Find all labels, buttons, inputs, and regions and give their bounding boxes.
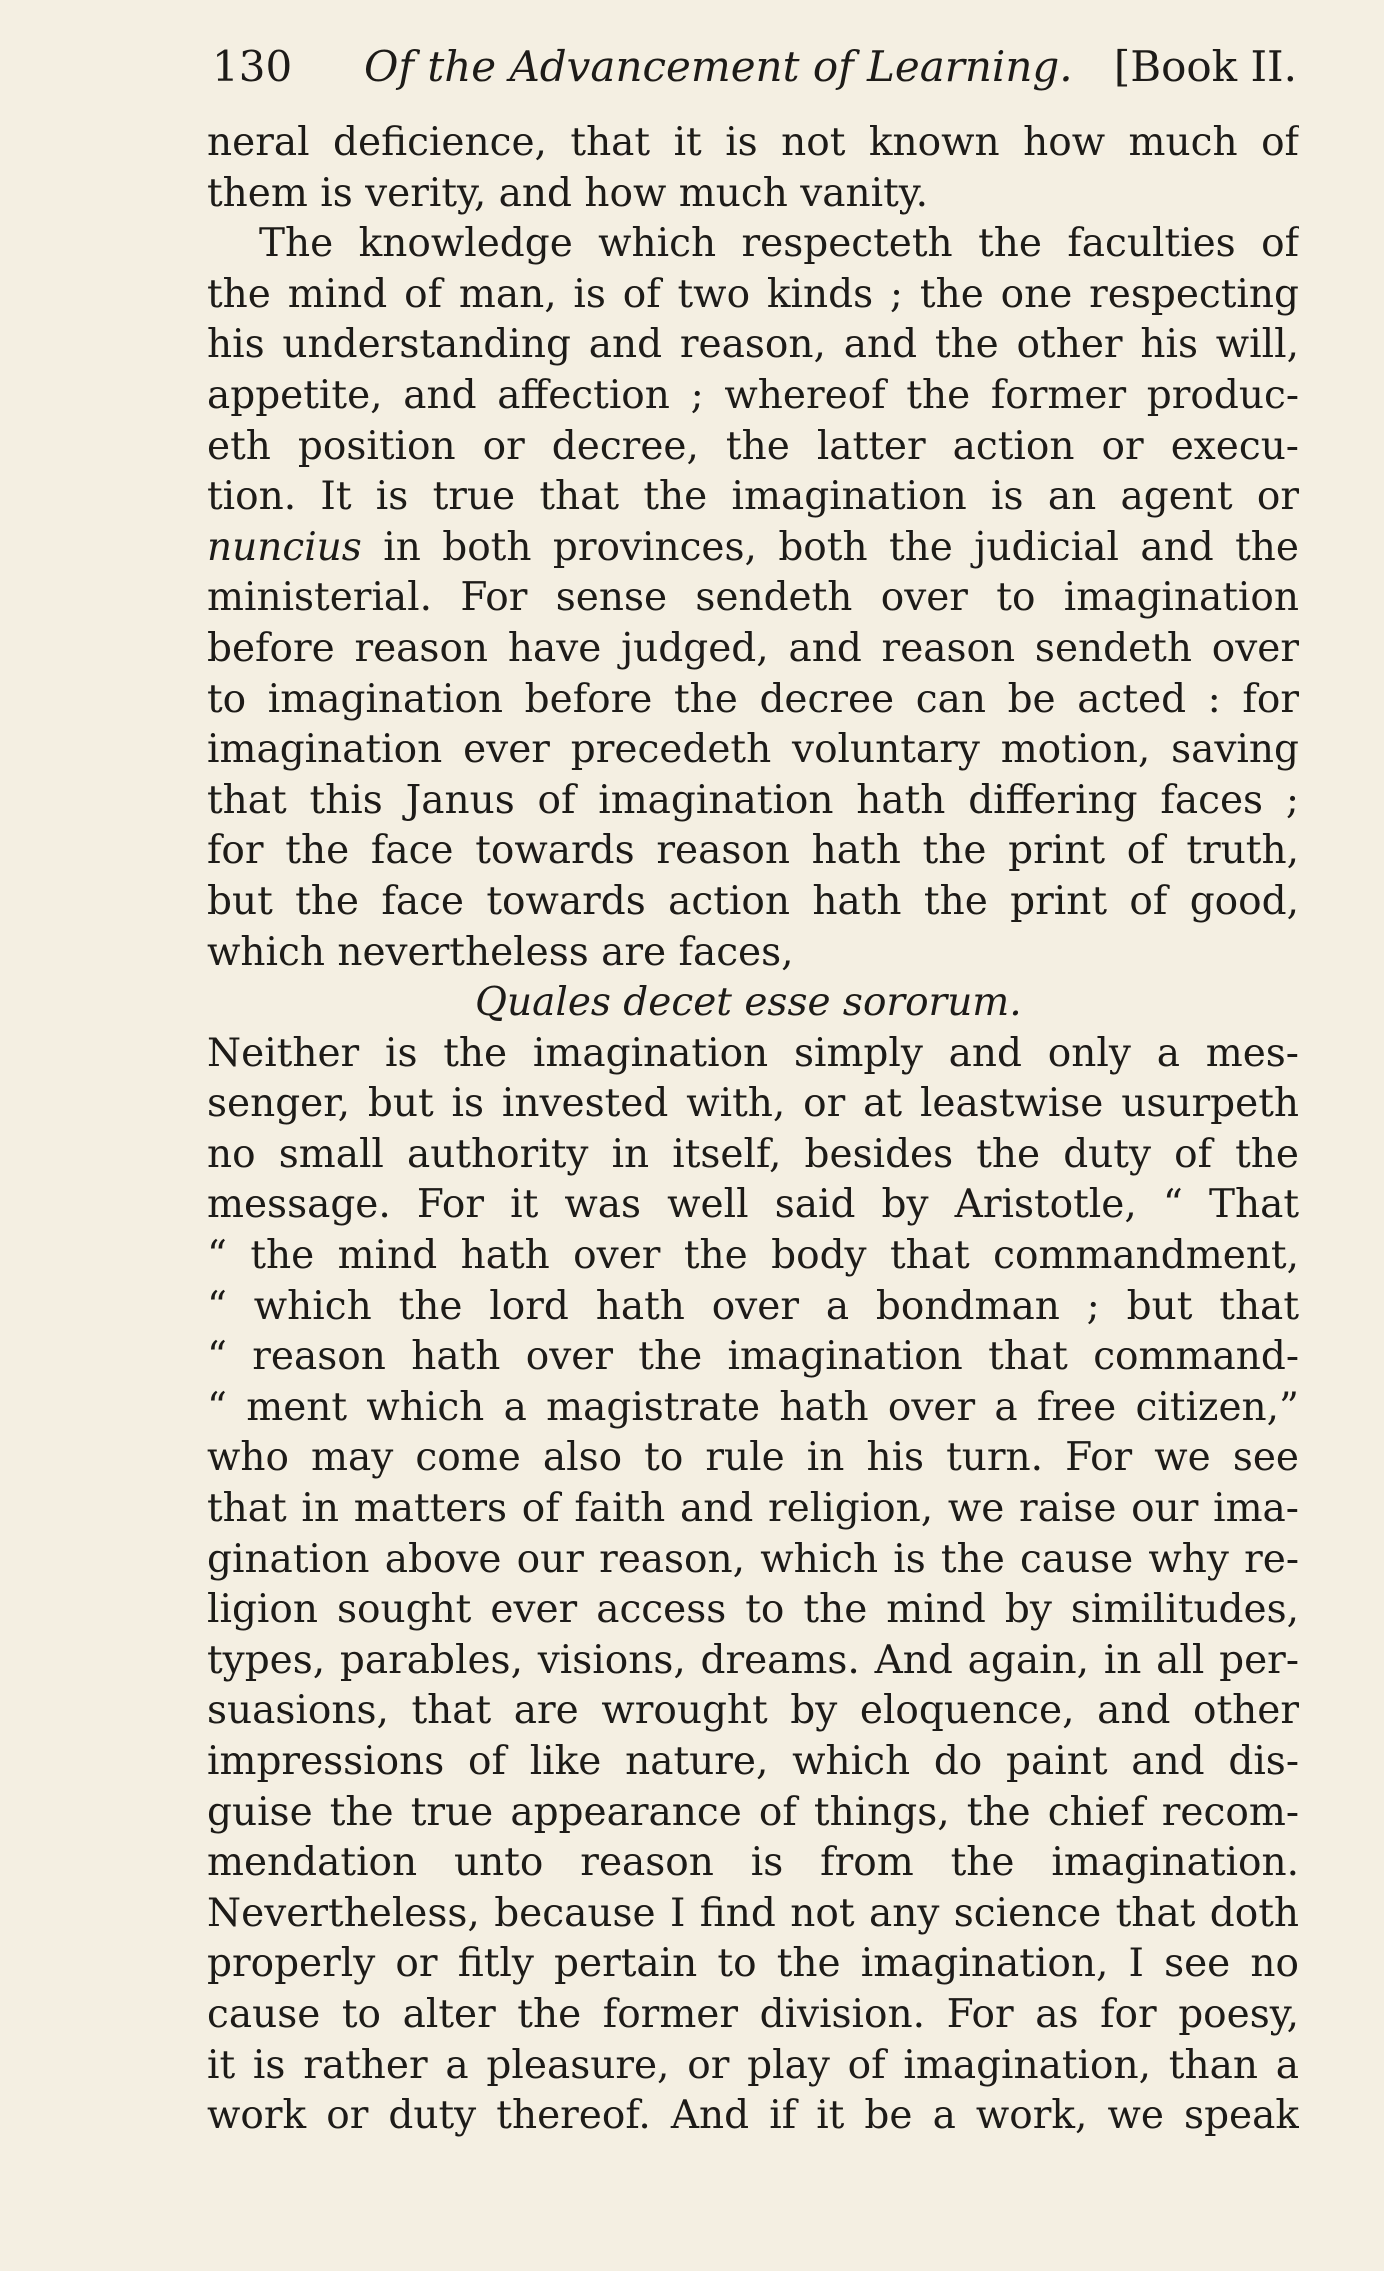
text-line: The knowledge which respecteth the faculties of [259,221,1299,267]
text-line: it is rather a pleasure, or play of imagination, than a [207,2042,1299,2088]
page-header [212,42,1297,98]
page-number: 130 [212,42,293,91]
text-line: impressions of like nature, which do paint and dis- [207,1739,1299,1784]
text-line: no small authority in itself, besides the duty of the [207,1131,1299,1177]
text-line: for the face towards reason hath the print of truth, [207,828,1299,874]
text-line: the mind of man, is of two kinds ; the one respecting [207,271,1299,317]
text-line: his understanding and reason, and the other his will, [207,322,1299,368]
text-line: types, parables, visions, dreams. And again, in all per- [207,1637,1299,1683]
text-line: them is verity, and how much vanity. [207,170,929,216]
text-line: before reason have judged, and reason sendeth over [207,625,1299,671]
text-line: senger, but is invested with, or at leastwise usurpeth [207,1081,1299,1127]
text-line: that this Janus of imagination hath differing faces ; [207,777,1299,823]
text-line: ministerial. For sense sendeth over to imagination [207,575,1299,621]
text-line: to imagination before the decree can be acted : for [207,676,1299,722]
text-line-rest: in both provinces, both the judicial and the [361,524,1299,570]
text-line: appetite, and affection ; whereof the former produc- [207,372,1299,418]
text-line: “ the mind hath over the body that commandment, [207,1233,1299,1279]
body-text [207,118,1299,2142]
text-line: “ which the lord hath over a bondman ; but that [207,1283,1299,1329]
text-line: gination above our reason, which is the cause why re- [207,1536,1299,1582]
latin-term: nuncius [207,524,362,570]
text-line: “ reason hath over the imagination that command- [207,1334,1299,1380]
text-line: tion. It is true that the imagination is an agent or [207,474,1299,520]
text-line: ligion sought ever access to the mind by similitudes, [207,1587,1299,1633]
running-title: Of the Advancement of Learning. [364,42,1073,91]
latin-quotation: Quales decet esse sororum. [475,980,1022,1026]
text-line: work or duty thereof. And if it be a work, we speak [207,2093,1299,2139]
text-line: suasions, that are wrought by eloquence, and other [207,1688,1299,1734]
text-line: that in matters of faith and religion, we raise our ima- [207,1486,1299,1532]
text-line: properly or fitly pertain to the imagination, I see no [207,1941,1299,1987]
text-line: imagination ever precedeth voluntary motion, saving [207,727,1299,773]
text-line: eth position or decree, the latter action or execu- [207,423,1299,469]
text-line: guise the true appearance of things, the chief recom- [207,1789,1299,1835]
text-line: who may come also to rule in his turn. For we see [207,1435,1299,1481]
book-label: [Book II. [1113,42,1297,91]
text-line: “ ment which a magistrate hath over a free citizen,” [207,1384,1299,1430]
text-line: neral deficience, that it is not known how much of [207,120,1299,165]
text-line: which nevertheless are faces, [207,929,794,975]
text-line: mendation unto reason is from the imagination. [207,1840,1299,1886]
text-line: cause to alter the former division. For as for poesy, [207,1991,1299,2037]
text-line: message. For it was well said by Aristotle, “ That [207,1182,1299,1228]
text-line: Nevertheless, because I find not any science that doth [207,1890,1299,1936]
text-line [207,523,1299,574]
text-line: Neither is the imagination simply and only a mes- [207,1030,1299,1076]
text-line: but the face towards action hath the print of good, [207,878,1299,924]
